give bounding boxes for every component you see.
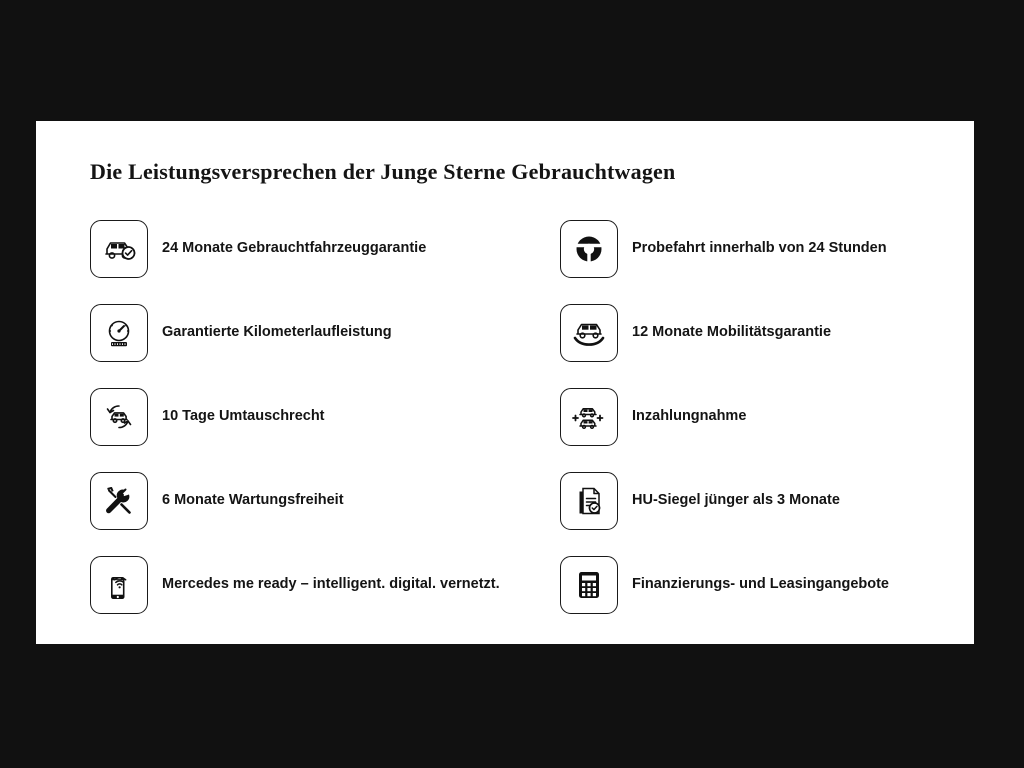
features-grid bbox=[90, 207, 934, 627]
speedometer-icon bbox=[90, 304, 148, 362]
feature-label: Probefahrt innerhalb von 24 Stunden bbox=[632, 240, 887, 257]
wrench-screwdriver-icon bbox=[90, 472, 148, 530]
feature-item bbox=[90, 459, 560, 543]
card-inner bbox=[90, 159, 934, 624]
feature-label: 24 Monate Gebrauchtfahrzeuggarantie bbox=[162, 240, 427, 257]
feature-item bbox=[560, 291, 934, 375]
car-trade-in-icon bbox=[560, 388, 618, 446]
steering-wheel-icon bbox=[560, 220, 618, 278]
car-exchange-icon bbox=[90, 388, 148, 446]
document-seal-icon bbox=[560, 472, 618, 530]
feature-item bbox=[90, 207, 560, 291]
feature-item bbox=[560, 207, 934, 291]
car-guarantee-check-icon bbox=[90, 220, 148, 278]
feature-label: Finanzierungs- und Leasingangebote bbox=[632, 576, 889, 593]
feature-label: Inzahlungnahme bbox=[632, 408, 747, 425]
feature-label: 6 Monate Wartungsfreiheit bbox=[162, 492, 344, 509]
car-hands-icon bbox=[560, 304, 618, 362]
content-card bbox=[36, 121, 974, 644]
page-title: Die Leistungsversprechen der Junge Sterne Gebrauchtwagen bbox=[90, 159, 676, 184]
feature-item bbox=[560, 459, 934, 543]
feature-label: Garantierte Kilometerlaufleistung bbox=[162, 324, 392, 341]
smartphone-connected-icon bbox=[90, 556, 148, 614]
feature-label: HU-Siegel jünger als 3 Monate bbox=[632, 492, 840, 509]
feature-label: 12 Monate Mobilitätsgarantie bbox=[632, 324, 832, 341]
feature-item bbox=[560, 543, 934, 627]
feature-item bbox=[560, 375, 934, 459]
calculator-icon bbox=[560, 556, 618, 614]
feature-item bbox=[90, 543, 560, 627]
feature-item bbox=[90, 375, 560, 459]
feature-label: Mercedes me ready – intelligent. digital. vernetzt. bbox=[162, 576, 500, 593]
feature-item bbox=[90, 291, 560, 375]
feature-label: 10 Tage Umtauschrecht bbox=[162, 408, 325, 425]
